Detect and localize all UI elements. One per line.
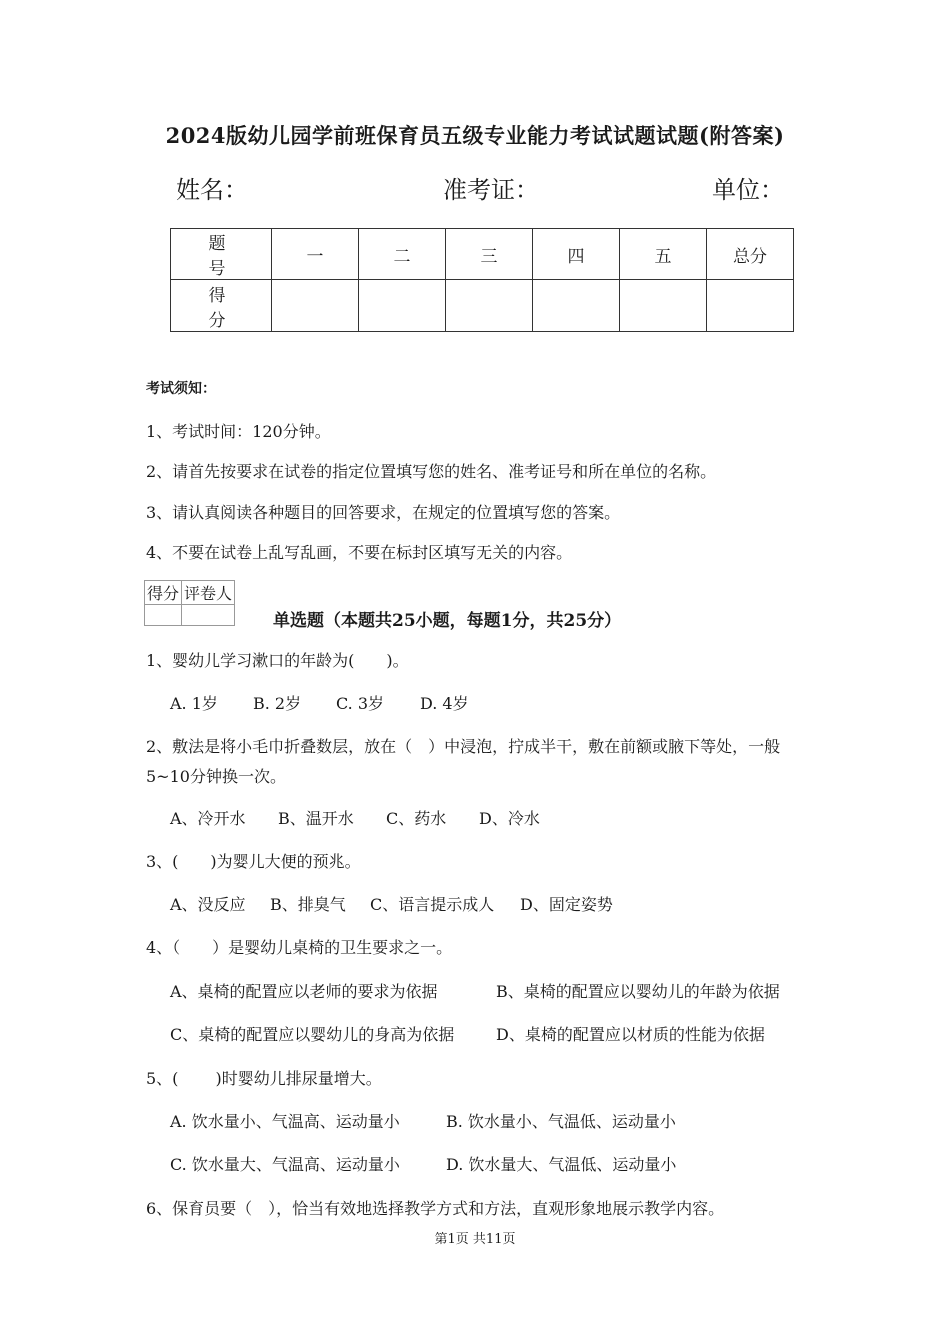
option: D. 4岁 <box>420 694 469 713</box>
grader-score-label: 得分 <box>145 581 182 605</box>
score-table-header-total: 总分 <box>707 229 794 280</box>
option: B. 2岁 <box>253 694 302 713</box>
option: B、桌椅的配置应以婴幼儿的年龄为依据 <box>496 982 780 1001</box>
question-stem: 5、( )时婴幼儿排尿量增大。 <box>146 1069 382 1088</box>
question-stem: 3、( )为婴儿大便的预兆。 <box>146 852 361 871</box>
notice-item: 2、请首先按要求在试卷的指定位置填写您的姓名、准考证号和所在单位的名称。 <box>146 462 717 481</box>
option: C. 3岁 <box>336 694 385 713</box>
score-table-header-3: 三 <box>446 229 533 280</box>
option: D、冷水 <box>479 809 540 828</box>
grader-box <box>144 580 235 626</box>
exam-id-label: 准考证： <box>443 176 539 204</box>
score-table-header-4: 四 <box>533 229 620 280</box>
question-stem: 4、（ ）是婴幼儿桌椅的卫生要求之一。 <box>146 938 453 957</box>
score-row-label: 得 分 <box>171 280 272 332</box>
name-label: 姓名： <box>176 176 248 204</box>
unit-label: 单位： <box>712 176 784 204</box>
notice-item: 3、请认真阅读各种题目的回答要求，在规定的位置填写您的答案。 <box>146 503 621 522</box>
question-stem: 2、敷法是将小毛巾折叠数层，放在（ ）中浸泡，拧成半干，敷在前额或腋下等处，一般 <box>146 737 781 756</box>
option: A、冷开水 <box>170 809 246 828</box>
grader-name-cell[interactable] <box>182 605 235 626</box>
option: D、桌椅的配置应以材质的性能为依据 <box>496 1025 765 1044</box>
option: B. 饮水量小、气温低、运动量小 <box>446 1112 676 1131</box>
option: C. 饮水量大、气温高、运动量小 <box>170 1155 400 1174</box>
notice-item: 1、考试时间：120分钟。 <box>146 422 331 441</box>
option: C、桌椅的配置应以婴幼儿的身高为依据 <box>170 1025 455 1044</box>
option: B、排臭气 <box>270 895 346 914</box>
question-stem: 6、保育员要（ ），恰当有效地选择教学方式和方法，直观形象地展示教学内容。 <box>146 1199 725 1218</box>
section-heading: 单选题（本题共25小题，每题1分，共25分） <box>273 611 622 631</box>
option: D、固定姿势 <box>520 895 613 914</box>
question-stem-continued: 5~10分钟换一次。 <box>146 767 286 786</box>
score-table <box>170 228 794 332</box>
notice-item: 4、不要在试卷上乱写乱画，不要在标封区填写无关的内容。 <box>146 543 573 562</box>
score-cell[interactable] <box>533 280 620 332</box>
score-table-header-label: 题 号 <box>171 229 272 280</box>
option: C、语言提示成人 <box>370 895 495 914</box>
option: D. 饮水量大、气温低、运动量小 <box>446 1155 677 1174</box>
question-stem: 1、婴幼儿学习漱口的年龄为( )。 <box>146 651 409 670</box>
option: A、桌椅的配置应以老师的要求为依据 <box>170 982 438 1001</box>
option: B、温开水 <box>278 809 354 828</box>
score-cell[interactable] <box>620 280 707 332</box>
grader-score-cell[interactable] <box>145 605 182 626</box>
score-table-header-1: 一 <box>272 229 359 280</box>
score-cell[interactable] <box>359 280 446 332</box>
notice-heading: 考试须知： <box>146 381 216 397</box>
score-cell[interactable] <box>707 280 794 332</box>
option: A. 1岁 <box>170 694 218 713</box>
option: A、没反应 <box>170 895 246 914</box>
score-table-header-2: 二 <box>359 229 446 280</box>
page-footer: 第1页 共11页 <box>434 1232 516 1247</box>
score-cell[interactable] <box>272 280 359 332</box>
option: C、药水 <box>386 809 447 828</box>
page-title: 2024版幼儿园学前班保育员五级专业能力考试试题试题(附答案) <box>165 123 785 148</box>
grader-name-label: 评卷人 <box>182 581 235 605</box>
score-cell[interactable] <box>446 280 533 332</box>
option: A. 饮水量小、气温高、运动量小 <box>170 1112 400 1131</box>
score-table-header-5: 五 <box>620 229 707 280</box>
